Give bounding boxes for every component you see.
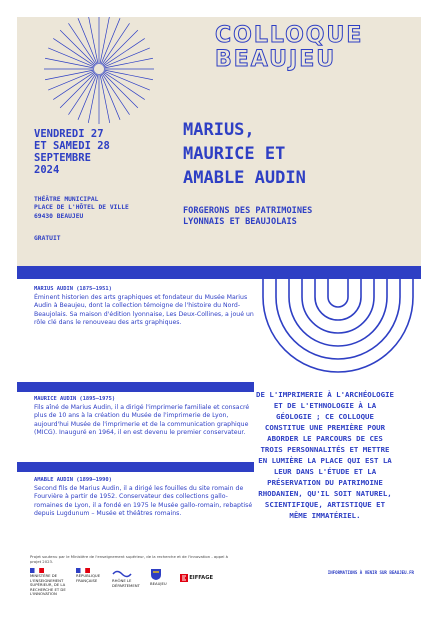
rhone-logo-label: RHÔNE LE DÉPARTEMENT: [112, 578, 140, 588]
arch-line: [328, 279, 348, 307]
event-date-line3: SEPTEMBRE: [34, 152, 91, 164]
event-venue-line1: THÉÂTRE MUNICIPAL: [34, 196, 99, 203]
event-venue-line2: PLACE DE L'HÔTEL DE VILLE: [34, 204, 129, 212]
subtitle-line2: LYONNAIS ET BEAUJOLAIS: [183, 217, 297, 227]
ministry-logo: [30, 568, 68, 596]
ministry-logo-label: MINISTÈRE DE L'ENSEIGNEMENT SUPÉRIEUR, DE LA RECHERCHE ET DE L'INNOVATION: [30, 573, 66, 597]
sunburst-ray: [100, 17, 110, 64]
sunburst-ray: [104, 70, 153, 80]
beaujeu-logo: [150, 568, 176, 587]
bio-divider-maurice: [17, 382, 254, 392]
bio-marius: [34, 286, 254, 328]
republique-logo-label: RÉPUBLIQUE FRANÇAISE: [76, 573, 101, 583]
sunburst-ray: [88, 74, 98, 123]
arch-line: [302, 279, 374, 333]
bio-text: Second fils de Marius Audin, il a dirigé les fouilles du site romain de Fourvière à partir de 1952. Conservateur des collections gallo-romaines de Lyon, il a fondé en 1975 le Musée gallo-romain, rebaptisé depuis Lugdunum – Musée et théâtres romains.: [34, 485, 253, 518]
sunburst-ray: [45, 70, 94, 80]
arch-line: [289, 279, 387, 346]
partner-logos: [30, 568, 230, 597]
beaujeu-logo-label: BEAUJEU: [150, 581, 167, 587]
event-venue-line3: 69430 BEAUJEU: [34, 212, 84, 220]
bio-name: MAURICE AUDIN (1895–1975): [34, 396, 116, 402]
bio-text: Éminent historien des arts graphiques et fondateur du Musée Marius Audin à Beaujeu, dont la collection témoigne de l'histoire du Nord-Beaujolais. Sa maison d'édition lyonnaise, Les Deux-Collines, a joué un rôle clé dans le renouveau des arts graphiques.: [34, 294, 254, 327]
event-date: [34, 128, 174, 176]
eiffage-logo: [180, 574, 230, 582]
subtitle: [183, 206, 423, 228]
event-venue: [34, 196, 194, 221]
event-date-line2: ET SAMEDI 28: [34, 140, 110, 152]
event-price: GRATUIT: [34, 235, 61, 242]
coat-of-arms-icon: [150, 568, 162, 581]
sunburst-ray: [88, 17, 98, 64]
sunburst-graphic: [17, 17, 207, 127]
funding-note: Projet soutenu par le Ministère de l'enseignement supérieur, de la recherche et de l'innovation - appel à projet 2023.: [30, 554, 228, 564]
arch-line: [263, 279, 413, 372]
rhone-wave-icon: [112, 568, 132, 578]
bio-amable: [34, 477, 254, 519]
subtitle-line1: FORGERONS DES PATRIMOINES: [183, 206, 313, 216]
colloque-title-line1: COLLOQUE: [215, 23, 364, 48]
eiffage-logo-label: EIFFAGE: [189, 575, 213, 581]
main-title: [183, 118, 423, 190]
french-flag-icon: [76, 568, 90, 573]
arch-line: [315, 279, 361, 320]
event-date-line4: 2024: [34, 164, 60, 176]
french-flag-icon: [30, 568, 44, 573]
colloque-title: [215, 24, 415, 72]
event-date-line1: VENDREDI 27: [34, 128, 104, 140]
republique-logo: [76, 568, 102, 583]
eiffage-mark-icon: [180, 574, 188, 582]
main-title-line1: MARIUS,: [183, 120, 255, 140]
bio-maurice: [34, 396, 254, 438]
colloque-description: DE L'IMPRIMERIE À L'ARCHÉOLOGIE ET DE L'ETHNOLOGIE À LA GÉOLOGIE ; CE COLLOQUE CONSTITUE UNE PREMIÈRE POUR ABORDER LE PARCOURS DE CES TROIS PERSONNALITÉS ET METTRE EN LUMIÈRE LA PLACE QUI EST LA LEUR DANS L'ÉTUDE ET LA PRÉSERVATION DU PATRIMOINE RHODANIEN, QU'IL SOIT NATUREL, SCIENTIFIQUE, ARTISTIQUE ET MÊME IMMATÉRIEL.: [256, 390, 394, 520]
colloque-title-line2: BEAUJEU: [215, 47, 337, 72]
website-info: INFORMATIONS À VENIR SUR BEAUJEU.FR: [327, 570, 414, 575]
divider-bar: [17, 266, 421, 279]
sunburst-ray: [100, 74, 110, 123]
main-title-line2: MAURICE ET: [183, 144, 286, 164]
bio-divider-amable: [17, 462, 254, 472]
bio-name: MARIUS AUDIN (1875–1951): [34, 286, 112, 292]
bio-text: Fils aîné de Marius Audin, il a dirigé l'imprimerie familiale et consacré plus de 10 ans à la création du Musée de l'imprimerie de Lyon, aujourd'hui Musée de l'imprimerie et de la communication graphique (MICG). Inauguré en 1964, il en est devenu le premier conservateur.: [34, 404, 250, 437]
main-title-line3: AMABLE AUDIN: [183, 168, 306, 188]
sunburst-ray: [45, 58, 94, 68]
bio-name: AMABLE AUDIN (1899–1990): [34, 477, 112, 483]
sunburst-ray: [104, 58, 153, 68]
arches-graphic: [255, 279, 421, 375]
rhone-logo: [112, 568, 138, 588]
